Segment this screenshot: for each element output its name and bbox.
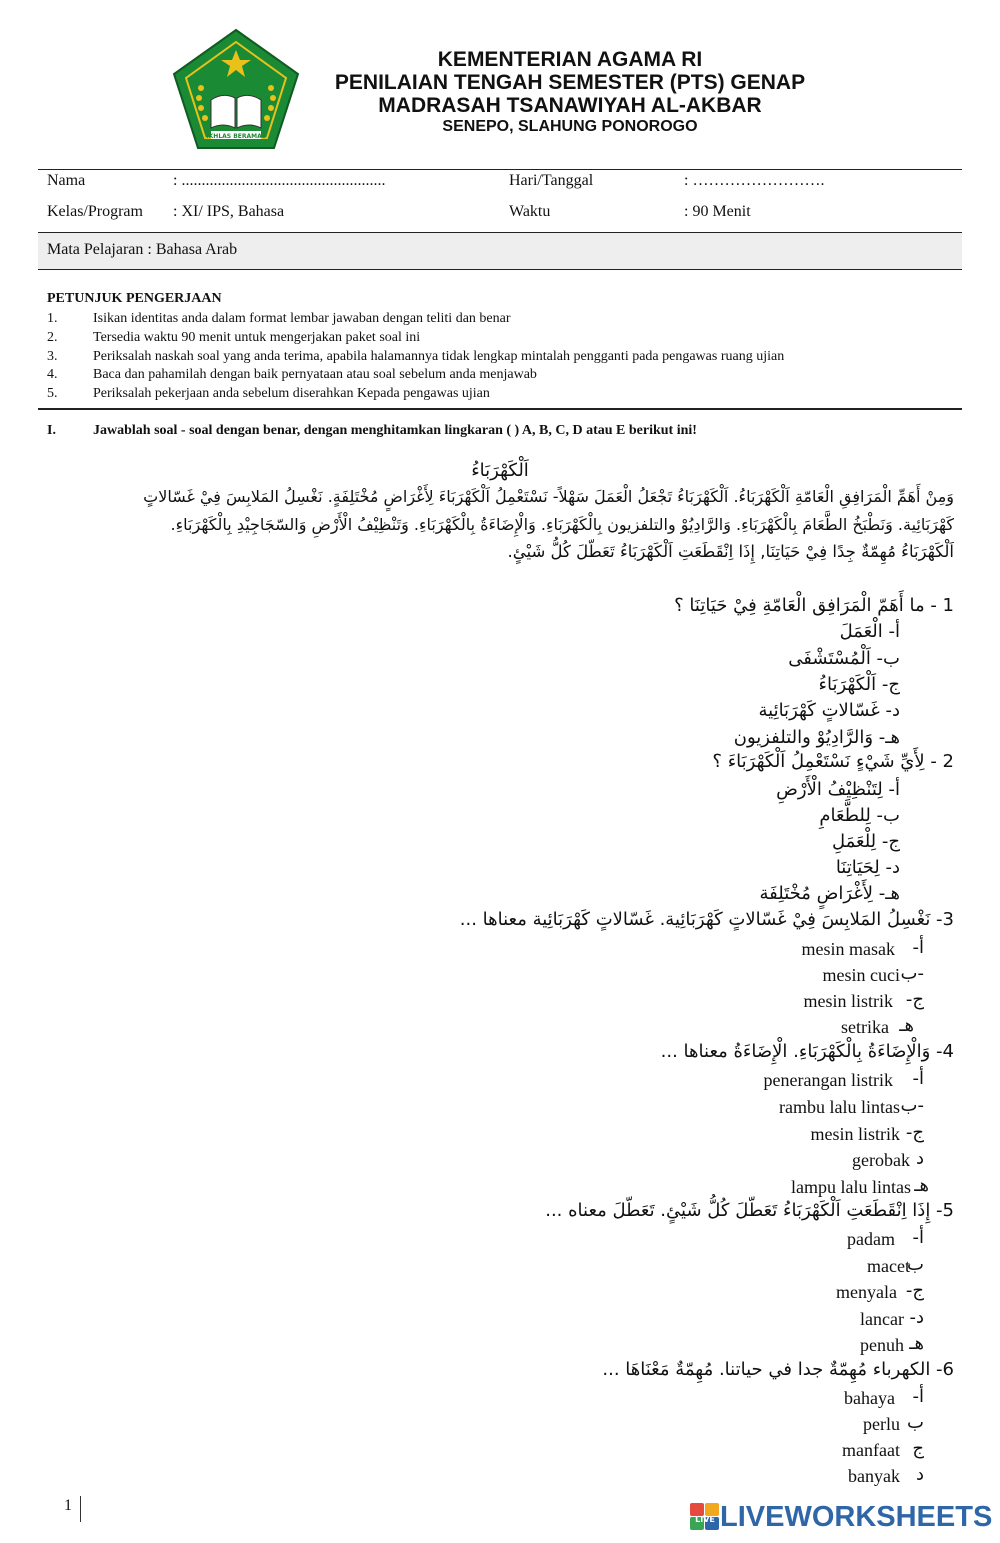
- answer-option[interactable]: padam: [847, 1229, 895, 1249]
- nama-label: Nama: [47, 172, 86, 189]
- question-4: 4- وَالْإِضَاءَةُ بِالْكَهْرَبَاءِ. الْإِضَاءَةُ معناها ...: [660, 1041, 954, 1062]
- kelas-label: Kelas/Program: [47, 203, 143, 220]
- option-marker: ج-: [905, 989, 924, 1010]
- answer-option[interactable]: ج- لِلْعَمَلِ: [831, 831, 900, 852]
- answer-option[interactable]: أ- لِتَنْظِيْفُ الْأَرْضِ: [776, 779, 900, 800]
- option-marker: د: [915, 1148, 924, 1169]
- option-marker: ب: [907, 1254, 924, 1275]
- answer-option[interactable]: setrika: [841, 1017, 889, 1037]
- answer-option[interactable]: banyak: [848, 1466, 900, 1486]
- header-line-2: PENILAIAN TENGAH SEMESTER (PTS) GENAP: [334, 71, 806, 94]
- question-3: 3- نَغْسِلُ المَلابِسَ فِيْ غَسّالاتٍ كَهْرَبَائِية. غَسّالاتٍ كَهْرَبَائِية معناها ...: [459, 909, 954, 930]
- passage-line: كَهْرَبَائِية. وَنَطْبَخُ الطَّعَامَ بِالْكَهْرَبَاءِ. وَالرَّادِيُوْ والتلفزيون بِالْكَهْرَبَاءِ. وَالْإِضَاءَةُ بِالْكَهْرَبَاءِ. وَتَنْظِيْفُ الْأَرْضِ وَالسّجَاجِيْدِ بِالْكَهْرَبَاءِ.: [170, 515, 954, 534]
- answer-option[interactable]: rambu lalu lintas: [779, 1097, 900, 1117]
- option-marker: أ-: [912, 1068, 924, 1089]
- answer-option[interactable]: bahaya: [844, 1388, 895, 1408]
- answer-option[interactable]: manfaat: [842, 1440, 900, 1460]
- answer-option[interactable]: هـ- وَالرَّادِيُوْ والتلفزيون: [733, 727, 900, 748]
- answer-option[interactable]: د- غَسّالاتٍ كَهْرَبَائِية: [758, 700, 900, 721]
- option-marker: هـ: [909, 1333, 924, 1354]
- waktu-label: Waktu: [509, 203, 551, 220]
- answer-option[interactable]: mesin listrik: [810, 1124, 900, 1144]
- answer-option[interactable]: lancar: [860, 1309, 904, 1329]
- header-line-3: MADRASAH TSANAWIYAH AL-AKBAR: [378, 94, 762, 117]
- option-marker: ج-: [905, 1280, 924, 1301]
- option-marker: د: [915, 1464, 924, 1485]
- option-marker: ج: [912, 1438, 924, 1459]
- header-line-4: SENEPO, SLAHUNG PONOROGO: [442, 118, 698, 135]
- answer-option[interactable]: mesin listrik: [803, 991, 893, 1011]
- answer-option[interactable]: macet: [867, 1256, 910, 1276]
- passage-line: اَلْكَهْرَبَاءُ مُهِمّةٌ جِدًا فِيْ حَيَاتِنَا, إِذَا اِنْقَطَعَتِ اَلْكَهْرَبَاءُ تَعَطّلَ كُلُّ شَيْئٍ.: [507, 542, 954, 561]
- option-marker: هـ: [914, 1175, 929, 1196]
- divider: [38, 232, 962, 233]
- option-marker: -ب: [900, 963, 924, 984]
- option-marker: د-: [909, 1307, 924, 1328]
- answer-option[interactable]: هـ- لِأَغْرَاضٍ مُخْتَلِفَة: [759, 883, 900, 904]
- nama-field[interactable]: : ...................................................: [173, 172, 386, 189]
- answer-option[interactable]: ب- لِلطَّعَامِ: [819, 805, 900, 826]
- answer-option[interactable]: penerangan listrik: [763, 1070, 893, 1090]
- hari-label: Hari/Tanggal: [509, 172, 594, 189]
- answer-option[interactable]: أ- الْعَمَلَ: [839, 621, 900, 642]
- header-line-1: KEMENTERIAN AGAMA RI: [437, 48, 703, 71]
- divider: [38, 408, 962, 410]
- answer-option[interactable]: lampu lalu lintas: [791, 1177, 911, 1197]
- badge-text: LIVE: [695, 1515, 715, 1524]
- ministry-logo: [171, 28, 301, 152]
- option-marker: أ-: [912, 1227, 924, 1248]
- passage-title: اَلْكَهْرَبَاءُ: [471, 460, 529, 481]
- answer-option[interactable]: penuh: [860, 1335, 904, 1355]
- liveworksheets-logo[interactable]: [690, 1500, 992, 1534]
- option-marker: -ب: [900, 1095, 924, 1116]
- liveworksheets-badge-icon: [690, 1503, 720, 1531]
- passage-line: وَمِنْ أَهَمِّ الْمَرَافِقِ الْعَامّةِ اَلْكَهْرَبَاءُ. اَلْكَهْرَبَاءُ تَجْعَلُ الْعَمَلَ سَهْلاً- نَسْتَعْمِلُ اَلْكَهْرَبَاءَ لِأَغْرَاضٍ مُخْتَلِفَةٍ. نَغْسِلُ المَلابِسَ فِيْ غَسّالاتٍ: [143, 487, 954, 506]
- answer-option[interactable]: menyala: [836, 1282, 897, 1302]
- answer-option[interactable]: mesin cuci: [822, 965, 900, 985]
- page-number: 1: [64, 1497, 72, 1514]
- answer-option[interactable]: perlu: [863, 1414, 900, 1434]
- kelas-value: : XI/ IPS, Bahasa: [173, 203, 285, 220]
- logo-motto: IKHLAS BERAMAL: [206, 133, 266, 140]
- option-marker: هـ: [899, 1015, 914, 1036]
- divider: [38, 269, 962, 270]
- mata-pelajaran: Mata Pelajaran : Bahasa Arab: [47, 241, 238, 258]
- hari-field[interactable]: : …………………….: [684, 172, 825, 189]
- question-5: 5- إِذَا اِنْقَطَعَتِ اَلْكَهْرَبَاءُ تَعَطّلَ كُلُّ شَيْئٍ. تَعَطّلَ معناه ...: [545, 1200, 954, 1221]
- answer-option[interactable]: د- لِحَيَاتِنَا: [835, 857, 900, 878]
- divider: [38, 169, 962, 170]
- question-1: 1 - ما أَهَمّ الْمَرَافِق الْعَامّةِ فِيْ حَيَاتِنَا ؟: [674, 595, 954, 616]
- question-6: 6- الكهرباء مُهِمّةٌ جدا في حياتنا. مُهِمّةٌ مَعْنَاهَا ...: [602, 1359, 954, 1380]
- instructions-title: PETUNJUK PENGERJAAN: [47, 291, 222, 306]
- header-title-block: [300, 48, 840, 137]
- option-marker: أ-: [912, 1386, 924, 1407]
- option-marker: أ-: [912, 937, 924, 958]
- answer-option[interactable]: gerobak: [852, 1150, 910, 1170]
- page-divider: [80, 1496, 81, 1522]
- option-marker: ج-: [905, 1122, 924, 1143]
- liveworksheets-wordmark: LIVEWORKSHEETS: [720, 1500, 993, 1533]
- answer-option[interactable]: ج- اَلْكَهْرَبَاءُ: [818, 674, 900, 695]
- answer-option[interactable]: mesin masak: [801, 939, 895, 959]
- option-marker: ب: [907, 1412, 924, 1433]
- question-2: 2 - لِأَيِّ شَيْءٍ نَسْتَعْمِلُ اَلْكَهْرَبَاءَ ؟: [712, 751, 954, 772]
- answer-option[interactable]: ب- اَلْمُسْتَشْفَى: [788, 648, 900, 669]
- waktu-value: : 90 Menit: [684, 203, 751, 220]
